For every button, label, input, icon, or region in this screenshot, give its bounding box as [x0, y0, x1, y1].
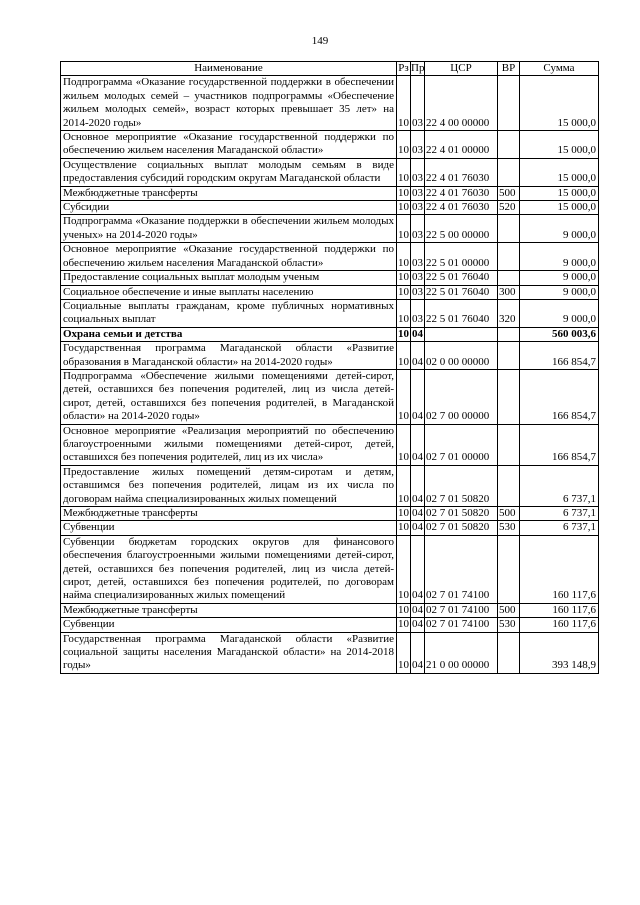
- row-vr-cell: [498, 342, 520, 370]
- row-name-cell: Межбюджетные трансферты: [61, 507, 397, 521]
- row-rz-cell: 10: [397, 215, 411, 243]
- row-name-cell: Субвенции: [61, 618, 397, 632]
- row-sum-cell: 15 000,0: [520, 158, 599, 186]
- table-row: [61, 285, 599, 299]
- row-csr-cell: 02 7 01 74100: [425, 618, 498, 632]
- row-pr-cell: 03: [411, 299, 425, 327]
- table-row: [61, 618, 599, 632]
- row-vr-cell: [498, 632, 520, 673]
- row-csr-cell: 22 4 01 00000: [425, 131, 498, 159]
- row-csr-cell: 22 5 01 76040: [425, 285, 498, 299]
- row-sum-cell: 9 000,0: [520, 285, 599, 299]
- row-csr-cell: 02 7 01 50820: [425, 507, 498, 521]
- row-name-cell: Подпрограмма «Оказание государственной поддержки в обеспечении жильем молодых семей – участников подпрограммы «Обеспечение жильем молодых семей», возраст которых превышает 35 лет» на 2014-2020 годы»: [61, 76, 397, 131]
- table-row: [61, 535, 599, 603]
- header-csr: ЦСР: [425, 62, 498, 76]
- row-pr-cell: 04: [411, 342, 425, 370]
- row-name-cell: Межбюджетные трансферты: [61, 186, 397, 200]
- table-row: [61, 632, 599, 673]
- row-rz-cell: 10: [397, 632, 411, 673]
- row-vr-cell: 500: [498, 603, 520, 617]
- row-rz-cell: 10: [398, 521, 409, 534]
- row-sum-cell: 160 117,6: [520, 618, 599, 632]
- row-name-cell: Основное мероприятие «Реализация мероприятий по обеспечению благоустроенными жилыми помещениями детей-сирот, детей, оставшихся без попечения родителей, лиц из их числа»: [61, 424, 397, 465]
- row-vr-cell: [498, 369, 520, 424]
- row-rz-cell: 10: [397, 76, 411, 131]
- row-csr-cell: 22 5 01 76040: [425, 271, 498, 285]
- table-row: [61, 186, 599, 200]
- row-name-cell: Государственная программа Магаданской области «Развитие социальной защиты населения Магаданской области» на 2014-2018 годы»: [61, 632, 397, 673]
- row-pr-cell: 04: [411, 632, 425, 673]
- row-csr-cell: 02 7 00 00000: [425, 369, 498, 424]
- header-pr: Пр: [411, 62, 425, 74]
- row-vr-cell: 500: [498, 186, 520, 200]
- row-rz-cell: 10: [398, 327, 409, 340]
- table-row: [61, 271, 599, 285]
- row-rz-cell: 10: [398, 271, 409, 284]
- row-rz-cell: 10: [397, 465, 411, 506]
- row-name-cell: Предоставление социальных выплат молодым ученым: [61, 271, 397, 285]
- row-vr-cell: [498, 215, 520, 243]
- row-rz-cell: 10: [397, 158, 411, 186]
- row-sum-cell: 15 000,0: [520, 76, 599, 131]
- row-pr-cell: 03: [411, 243, 425, 271]
- row-vr-cell: [498, 327, 520, 341]
- row-pr-cell: 04: [412, 507, 423, 519]
- table-row: [61, 76, 599, 131]
- table-row: [61, 507, 599, 521]
- row-name-cell: Основное мероприятие «Оказание государственной поддержки по обеспечению жильем населения Магаданской области»: [61, 243, 397, 271]
- row-pr-cell: 04: [412, 603, 423, 616]
- row-csr-cell: 22 4 01 76030: [425, 158, 498, 186]
- table-row: [61, 243, 599, 271]
- row-csr-cell: 02 7 01 74100: [425, 603, 498, 617]
- row-vr-cell: [498, 158, 520, 186]
- row-rz-cell: 10: [397, 299, 411, 327]
- row-sum-cell: 166 854,7: [520, 369, 599, 424]
- row-sum-cell: 166 854,7: [520, 424, 599, 465]
- row-pr-cell: 04: [411, 535, 425, 603]
- row-sum-cell: 160 117,6: [520, 535, 599, 603]
- table-row: [61, 215, 599, 243]
- table-row: [61, 201, 599, 215]
- row-sum-cell: 9 000,0: [520, 215, 599, 243]
- table-header-row: [61, 62, 599, 76]
- row-pr-cell: 03: [412, 285, 423, 298]
- row-rz-cell: 10: [397, 424, 411, 465]
- row-rz-cell: 10: [398, 507, 409, 519]
- row-csr-cell: 22 4 01 76030: [425, 186, 498, 200]
- row-sum-cell: 6 737,1: [520, 507, 599, 521]
- table-row: [61, 158, 599, 186]
- row-vr-cell: [498, 271, 520, 285]
- row-csr-cell: 22 4 00 00000: [425, 76, 498, 131]
- row-rz-cell: 10: [397, 535, 411, 603]
- page-number: 149: [311, 35, 329, 47]
- row-vr-cell: 300: [498, 285, 520, 299]
- table-row: [61, 369, 599, 424]
- row-sum-cell: 6 737,1: [520, 521, 599, 535]
- row-name-cell: Подпрограмма «Обеспечение жилыми помещениями детей-сирот, детей, оставшихся без попечения родителей, лиц из числа детей-сирот, детей, оставшихся без попечения родителей, в Магаданской области» на 2014-2020 годы»: [61, 369, 397, 424]
- row-vr-cell: [498, 76, 520, 131]
- row-name-cell: Государственная программа Магаданской области «Развитие образования в Магаданской области» на 2014-2020 годы»: [61, 342, 397, 370]
- table-row: [61, 327, 599, 341]
- table-row: [61, 342, 599, 370]
- row-rz-cell: 10: [398, 603, 409, 616]
- row-rz-cell: 10: [398, 618, 409, 631]
- row-pr-cell: 04: [411, 465, 425, 506]
- row-pr-cell: 03: [411, 131, 425, 159]
- row-rz-cell: 10: [397, 369, 411, 424]
- row-sum-cell: 166 854,7: [520, 342, 599, 370]
- row-csr-cell: 02 7 01 74100: [425, 535, 498, 603]
- row-name-cell: Подпрограмма «Оказание поддержки в обеспечении жильем молодых ученых» на 2014-2020 годы»: [61, 215, 397, 243]
- table-row: [61, 299, 599, 327]
- row-sum-cell: 160 117,6: [520, 603, 599, 617]
- row-name-cell: Субвенции: [61, 521, 397, 535]
- table-row: [61, 603, 599, 617]
- row-vr-cell: [498, 465, 520, 506]
- row-sum-cell: 560 003,6: [520, 327, 599, 341]
- row-csr-cell: 22 5 01 76040: [425, 299, 498, 327]
- row-name-cell: Основное мероприятие «Оказание государственной поддержки по обеспечению жильем населения Магаданской области»: [61, 131, 397, 159]
- row-pr-cell: 04: [412, 521, 423, 534]
- table-row: [61, 131, 599, 159]
- row-csr-cell: 02 7 01 50820: [425, 521, 498, 535]
- row-name-cell: Охрана семьи и детства: [61, 327, 397, 341]
- row-vr-cell: 320: [498, 299, 520, 327]
- header-sum: Сумма: [520, 62, 599, 76]
- row-pr-cell: 04: [412, 327, 423, 340]
- row-pr-cell: 04: [412, 618, 423, 631]
- row-vr-cell: [498, 424, 520, 465]
- header-vr: ВР: [498, 62, 520, 76]
- row-pr-cell: 03: [412, 271, 423, 284]
- row-name-cell: Предоставление жилых помещений детям-сиротам и детям, оставшимся без попечения родителей, лицам из их числа по договорам найма специализированных жилых помещений: [61, 465, 397, 506]
- row-rz-cell: 10: [397, 131, 411, 159]
- header-rz: Рз: [398, 62, 409, 74]
- row-vr-cell: 530: [498, 618, 520, 632]
- row-vr-cell: 500: [498, 507, 520, 521]
- row-vr-cell: [498, 535, 520, 603]
- row-name-cell: Социальные выплаты гражданам, кроме публичных нормативных социальных выплат: [61, 299, 397, 327]
- row-pr-cell: 03: [411, 76, 425, 131]
- row-csr-cell: [425, 327, 498, 341]
- row-sum-cell: 393 148,9: [520, 632, 599, 673]
- row-name-cell: Межбюджетные трансферты: [61, 603, 397, 617]
- table-row: [61, 465, 599, 506]
- row-vr-cell: 530: [498, 521, 520, 535]
- table-row: [61, 424, 599, 465]
- row-rz-cell: 10: [397, 243, 411, 271]
- row-name-cell: Субвенции бюджетам городских округов для финансового обеспечения благоустроенными жилыми помещениями детей-сирот, детей, оставшихся без попечения родителей, лиц из числа детей-сирот, детей, оставшихся без попечения родителей, по договорам найма специализированных жилых помещений: [61, 535, 397, 603]
- row-vr-cell: 520: [498, 201, 520, 215]
- row-csr-cell: 21 0 00 00000: [425, 632, 498, 673]
- row-sum-cell: 9 000,0: [520, 243, 599, 271]
- row-sum-cell: 9 000,0: [520, 299, 599, 327]
- row-sum-cell: 9 000,0: [520, 271, 599, 285]
- row-csr-cell: 02 0 00 00000: [425, 342, 498, 370]
- budget-table: [60, 61, 599, 674]
- row-pr-cell: 03: [411, 158, 425, 186]
- row-rz-cell: 10: [398, 285, 409, 298]
- row-pr-cell: 03: [412, 201, 423, 214]
- row-rz-cell: 10: [397, 342, 411, 370]
- row-csr-cell: 22 5 01 00000: [425, 243, 498, 271]
- row-vr-cell: [498, 243, 520, 271]
- row-pr-cell: 03: [412, 186, 423, 199]
- row-csr-cell: 02 7 01 00000: [425, 424, 498, 465]
- row-csr-cell: 22 5 00 00000: [425, 215, 498, 243]
- row-rz-cell: 10: [398, 201, 409, 214]
- row-csr-cell: 22 4 01 76030: [425, 201, 498, 215]
- row-sum-cell: 15 000,0: [520, 186, 599, 200]
- row-csr-cell: 02 7 01 50820: [425, 465, 498, 506]
- row-sum-cell: 15 000,0: [520, 131, 599, 159]
- row-vr-cell: [498, 131, 520, 159]
- row-sum-cell: 6 737,1: [520, 465, 599, 506]
- header-name: Наименование: [61, 62, 397, 76]
- row-rz-cell: 10: [398, 186, 409, 199]
- row-pr-cell: 04: [411, 424, 425, 465]
- row-name-cell: Осуществление социальных выплат молодым семьям в виде предоставления субсидий городским округам Магаданской области: [61, 158, 397, 186]
- row-pr-cell: 03: [411, 215, 425, 243]
- row-sum-cell: 15 000,0: [520, 201, 599, 215]
- row-pr-cell: 04: [411, 369, 425, 424]
- table-body: [61, 76, 599, 673]
- table-row: [61, 521, 599, 535]
- row-name-cell: Социальное обеспечение и иные выплаты населению: [61, 285, 397, 299]
- row-name-cell: Субсидии: [61, 201, 397, 215]
